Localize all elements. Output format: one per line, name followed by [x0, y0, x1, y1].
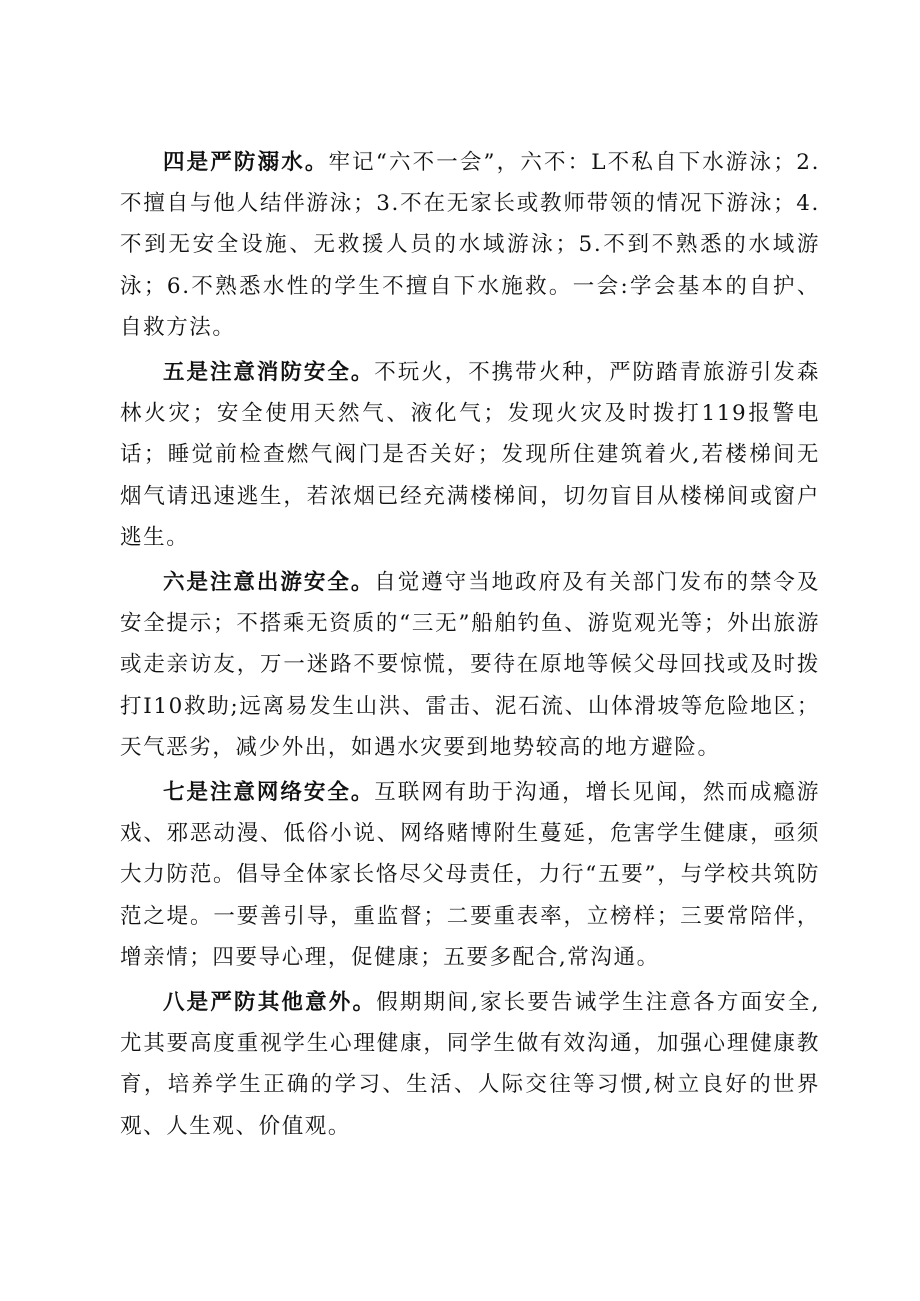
paragraph-travel-safety	[120, 562, 820, 768]
paragraph-heading: 四是严防溺水。	[163, 150, 329, 175]
paragraph-heading: 六是注意出游安全。	[163, 570, 375, 596]
paragraph-drowning	[120, 142, 820, 348]
paragraph-fire-safety	[120, 352, 820, 558]
paragraph-body: 不玩火，不携带火种，严防踏青旅游引发森林火灾；安全使用天然气、液化气；发现火灾及时拨打119报警电话；睡觉前检查燃气阀门是否关好；发现所住建筑着火,若楼梯间无烟气请迅速逃生，若浓烟已经充满楼梯间，切勿盲目从楼梯间或窗户逃生。	[120, 360, 820, 550]
paragraph-other-accidents	[120, 982, 820, 1147]
paragraph-body: 牢记“六不一会”，六不：L不私自下水游泳；2.不擅自与他人结伴游泳；3.不在无家长或教师带领的情况下游泳；4.不到无安全设施、无救援人员的水域游泳；5.不到不熟悉的水域游泳；6.不熟悉水性的学生不擅自下水施救。一会:学会基本的自护、自救方法。	[120, 150, 821, 340]
paragraph-body: 假期期间,家长要告诫学生注意各方面安全,尤其要高度重视学生心理健康，同学生做有效沟通，加强心理健康教育，培养学生正确的学习、生活、人际交往等习惯,树立良好的世界观、人生观、价值观。	[120, 990, 821, 1139]
paragraph-heading: 七是注意网络安全。	[163, 780, 375, 806]
paragraph-network-safety	[120, 772, 820, 978]
paragraph-body: 互联网有助于沟通，增长见闻，然而成瘾游戏、邪恶动漫、低俗小说、网络赌博附生蔓延，危害学生健康，亟须大力防范。倡导全体家长恪尽父母责任，力行“五要”，与学校共筑防范之堤。一要善引导，重监督；二要重表率，立榜样；三要常陪伴，增亲情；四要导心理，促健康；五要多配合,常沟通。	[120, 780, 820, 970]
document-page	[120, 142, 820, 1147]
paragraph-body: 自觉遵守当地政府及有关部门发布的禁令及安全提示；不搭乘无资质的“三无”船舶钓鱼、游览观光等；外出旅游或走亲访友，万一迷路不要惊慌，要待在原地等候父母回找或及时拨打I10救助;远离易发生山洪、雷击、泥石流、山体滑坡等危险地区；天气恶劣，减少外出，如遇水灾要到地势较高的地方避险。	[120, 570, 820, 760]
paragraph-heading: 八是严防其他意外。	[163, 990, 377, 1016]
paragraph-heading: 五是注意消防安全。	[163, 360, 375, 386]
